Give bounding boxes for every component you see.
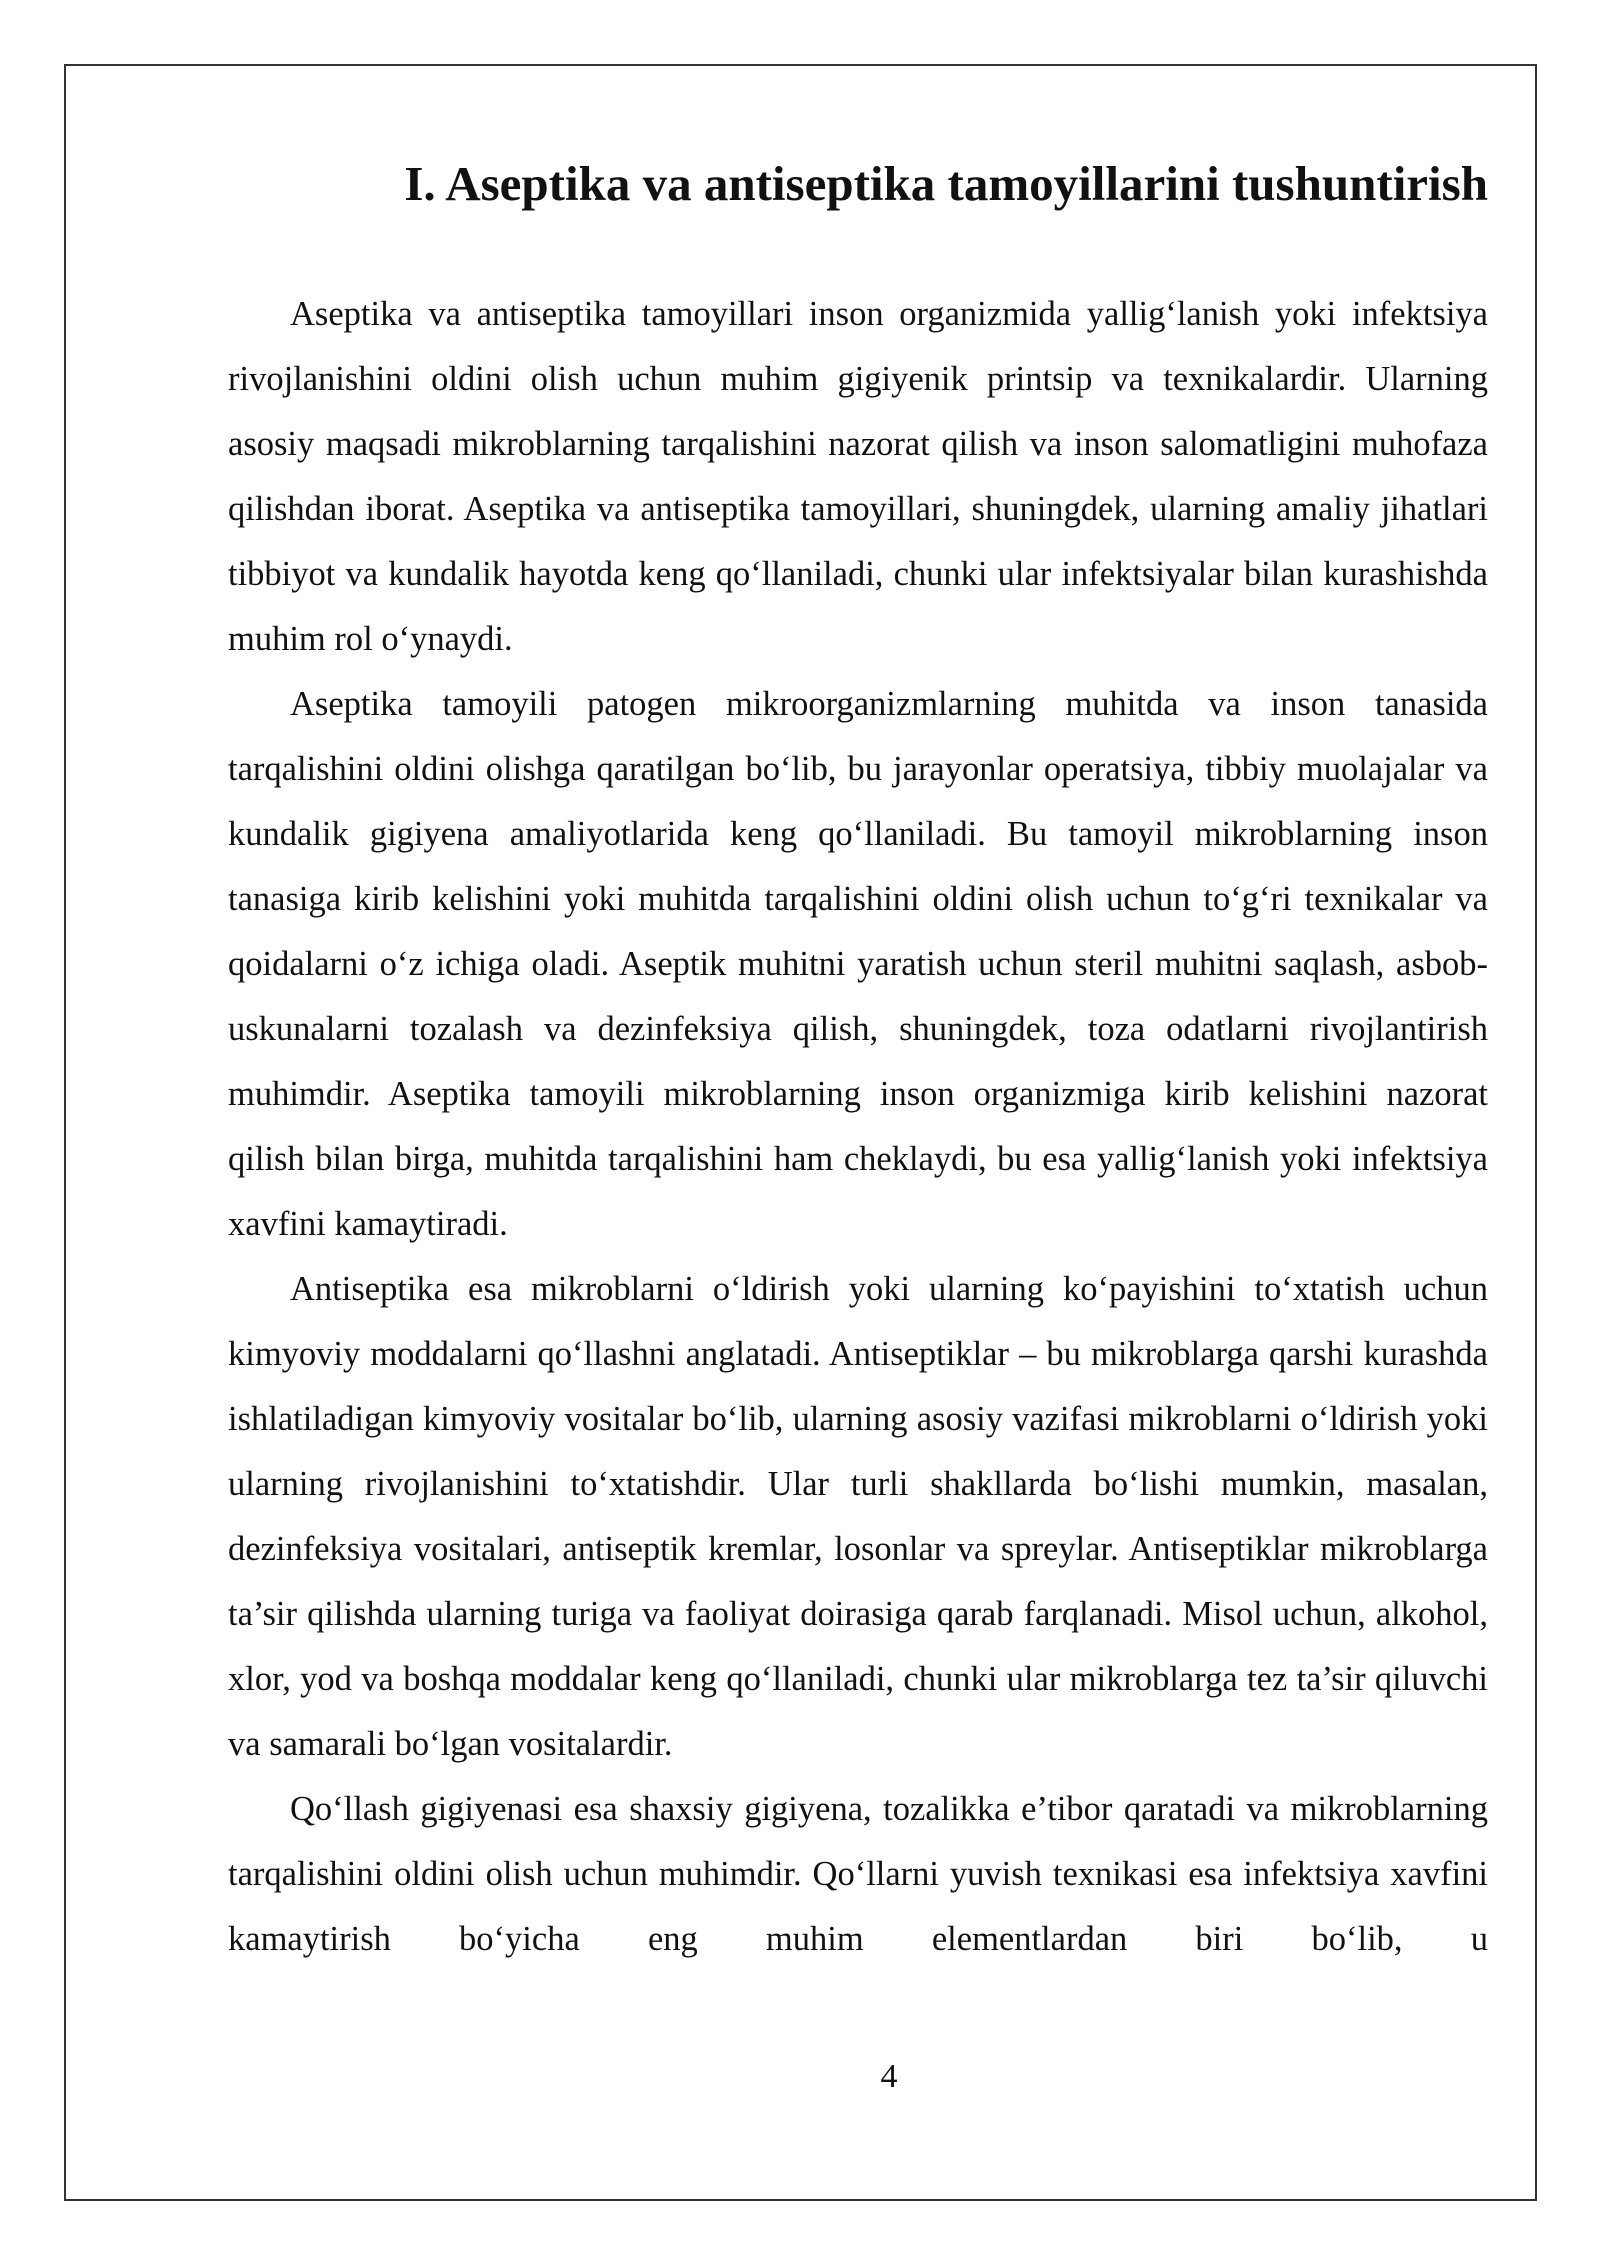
document-body bbox=[228, 140, 1488, 1972]
paragraph-hand-hygiene: Qo‘llash gigiyenasi esa shaxsiy gigiyena, tozalikka e’tibor qaratadi va mikroblarning tarqalishini oldini olish uchun muhimdir. Qo‘llarni yuvish texnikasi esa infektsiya xavfini kamaytirish bo‘yicha eng muhim elementlardan biri bo‘lib, u bbox=[228, 1790, 1488, 1958]
page-number: 4 bbox=[880, 2058, 898, 2095]
section-heading: I. Aseptika va antiseptika tamoyillarini tushuntirish bbox=[404, 156, 1488, 211]
paragraph-antiseptika: Antiseptika esa mikroblarni o‘ldirish yoki ularning ko‘payishini to‘xtatish uchun kimyoviy moddalarni qo‘llashni anglatadi. Antiseptiklar – bu mikroblarga qarshi kurashda ishlatiladigan kimyoviy vositalar bo‘lib, ularning asosiy vazifasi mikroblarni o‘ldirish yoki ularning rivojlanishini to‘xtatishdir. Ular turli shakllarda bo‘lishi mumkin, masalan, dezinfeksiya vositalari, antiseptik kremlar, losonlar va spreylar. Antiseptiklar mikroblarga ta’sir qilishda ularning turiga va faoliyat doirasiga qarab farqlanadi. Misol uchun, alkohol, xlor, yod va boshqa moddalar keng qo‘llaniladi, chunki ular mikroblarga tez ta’sir qiluvchi va samarali bo‘lgan vositalardir. bbox=[228, 1270, 1488, 1763]
paragraph-intro: Aseptika va antiseptika tamoyillari inson organizmida yallig‘lanish yoki infektsiya rivojlanishini oldini olish uchun muhim gigiyenik printsip va texnikalardir. Ularning asosiy maqsadi mikroblarning tarqalishini nazorat qilish va inson salomatligini muhofaza qilishdan iborat. Aseptika va antiseptika tamoyillari, shuningdek, ularning amaliy jihatlari tibbiyot va kundalik hayotda keng qo‘llaniladi, chunki ular infektsiyalar bilan kurashishda muhim rol o‘ynaydi. bbox=[228, 295, 1488, 658]
paragraph-aseptika: Aseptika tamoyili patogen mikroorganizmlarning muhitda va inson tanasida tarqalishini oldini olishga qaratilgan bo‘lib, bu jarayonlar operatsiya, tibbiy muolajalar va kundalik gigiyena amaliyotlarida keng qo‘llaniladi. Bu tamoyil mikroblarning inson tanasiga kirib kelishini yoki muhitda tarqalishini oldini olish uchun to‘g‘ri texnikalar va qoidalarni o‘z ichiga oladi. Aseptik muhitni yaratish uchun steril muhitni saqlash, asbob-uskunalarni tozalash va dezinfeksiya qilish, shuningdek, toza odatlarni rivojlantirish muhimdir. Aseptika tamoyili mikroblarning inson organizmiga kirib kelishini nazorat qilish bilan birga, muhitda tarqalishini ham cheklaydi, bu esa yallig‘lanish yoki infektsiya xavfini kamaytiradi. bbox=[228, 685, 1488, 1243]
